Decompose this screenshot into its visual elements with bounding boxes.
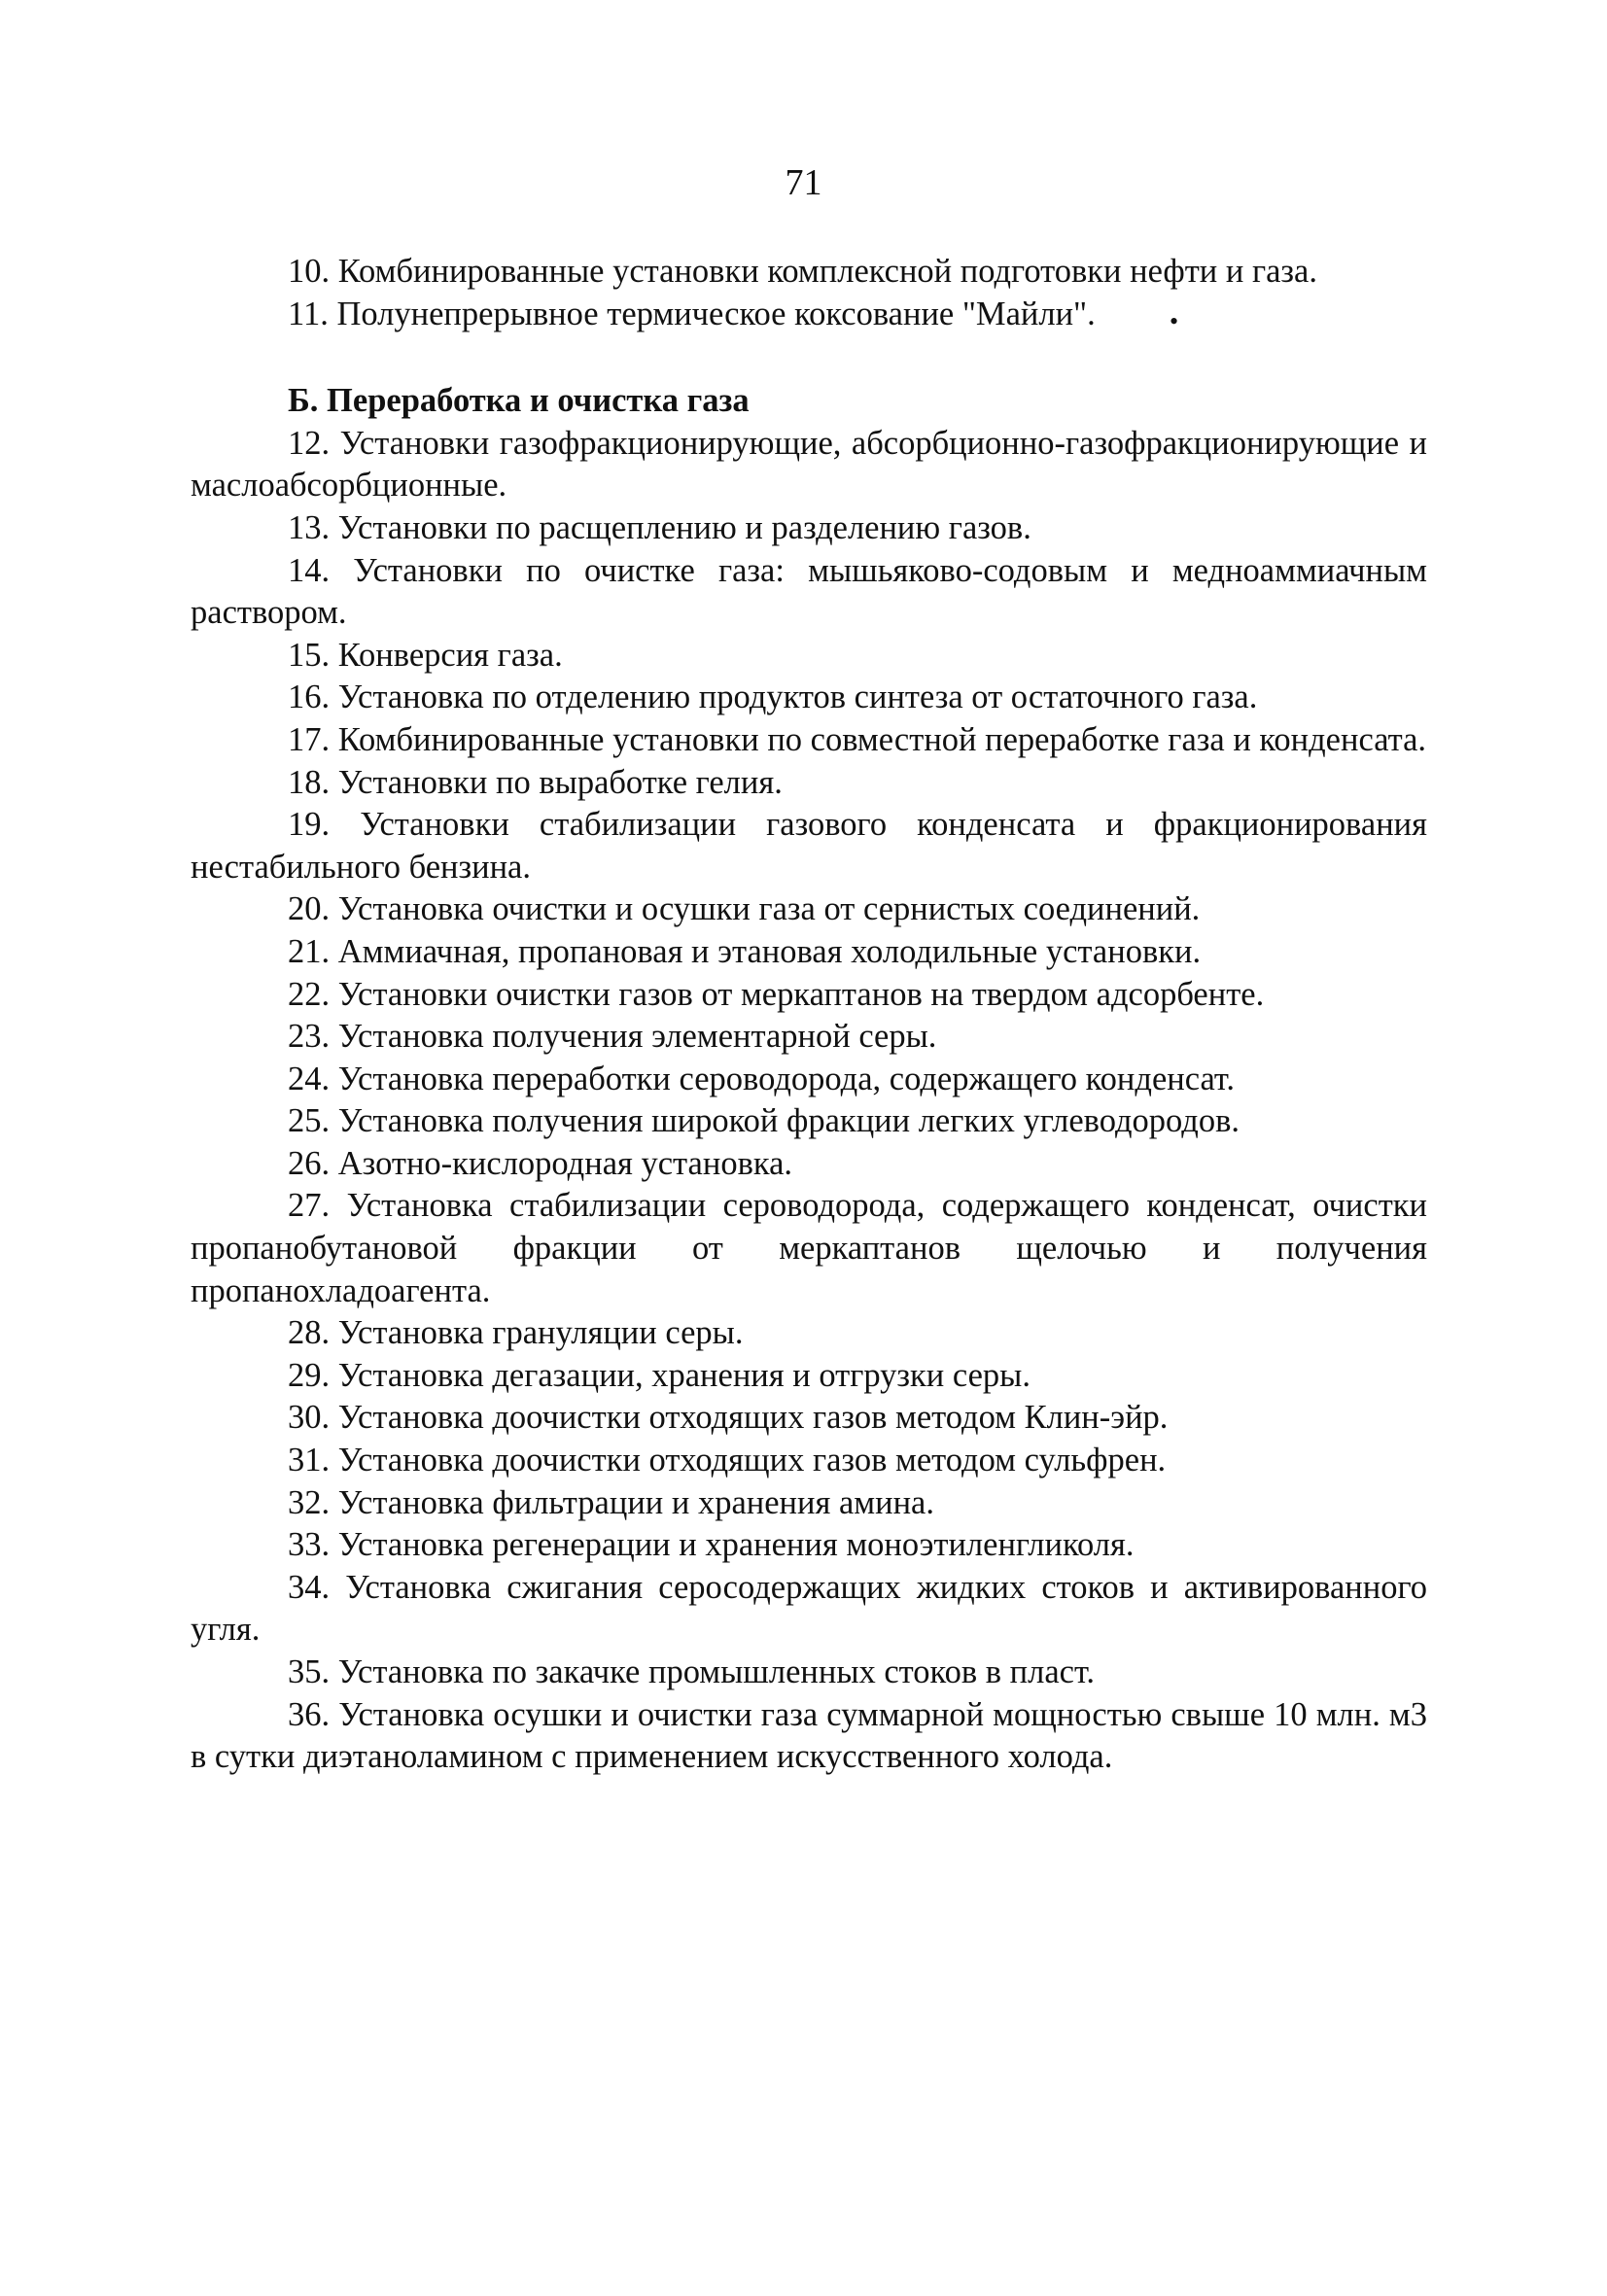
scan-artifact-mark: •: [1170, 307, 1179, 335]
list-item: 11. Полунепрерывное термическое коксование "Майли".: [288, 295, 1096, 332]
section-gap: [191, 335, 1427, 380]
list-item: 27. Установка стабилизации сероводорода, содержащего конденсат, очистки пропанобутановой фракции от меркаптанов щелочью и получения пропанохладоагента.: [191, 1187, 1427, 1309]
list-item: 30. Установка доочистки отходящих газов методом Клин-эйр.: [288, 1399, 1169, 1437]
list-item: 12. Установки газофракционирующие, абсорбционно-газофракционирующие и маслоабсорбционные.: [191, 424, 1427, 504]
list-item: 31. Установка доочистки отходящих газов методом сульфрен.: [288, 1442, 1167, 1479]
list-item: 35. Установка по закачке промышленных стоков в пласт.: [288, 1653, 1096, 1690]
list-item: 29. Установка дегазации, хранения и отгрузки серы.: [288, 1356, 1031, 1394]
list-item: 26. Азотно-кислородная установка.: [288, 1144, 793, 1182]
page-body: [191, 251, 1427, 1779]
list-item: 23. Установка получения элементарной серы.: [288, 1018, 937, 1056]
list-item: 13. Установки по расщеплению и разделению газов.: [288, 508, 1031, 546]
list-item: 19. Установки стабилизации газового конденсата и фракционирования нестабильного бензина.: [191, 806, 1427, 886]
list-item: 10. Комбинированные установки комплексной подготовки нефти и газа.: [288, 253, 1317, 290]
list-item: 24. Установка переработки сероводорода, содержащего конденсат.: [288, 1060, 1235, 1097]
list-item: 36. Установка осушки и очистки газа суммарной мощностью свыше 10 млн. м3 в сутки диэтаноламином с применением искусственного холода.: [191, 1695, 1427, 1776]
list-item: 25. Установка получения широкой фракции легких углеводородов.: [288, 1102, 1240, 1140]
list-item: 32. Установка фильтрации и хранения амина.: [288, 1483, 934, 1521]
item-list: [191, 423, 1427, 1779]
list-item: 22. Установки очистки газов от меркаптанов на твердом адсорбенте.: [288, 975, 1265, 1013]
section-heading: Б. Переработка и очистка газа: [288, 382, 750, 420]
list-item: 18. Установки по выработке гелия.: [288, 763, 783, 801]
list-item: 20. Установка очистки и осушки газа от сернистых соединений.: [288, 890, 1201, 928]
list-item: 17. Комбинированные установки по совместной переработке газа и конденсата.: [288, 720, 1427, 758]
list-item: 16. Установка по отделению продуктов синтеза от остаточного газа.: [288, 678, 1258, 716]
list-item: 34. Установка сжигания серосодержащих жидких стоков и активированного угля.: [191, 1568, 1427, 1649]
list-item: 14. Установки по очистке газа: мышьяково-содовым и медноаммиачным раствором.: [191, 551, 1427, 632]
page-number: 71: [785, 162, 822, 203]
list-item: 28. Установка грануляции серы.: [288, 1314, 744, 1352]
list-item: 21. Аммиачная, пропановая и этановая холодильные установки.: [288, 932, 1202, 970]
list-item: 33. Установка регенерации и хранения моноэтиленгликоля.: [288, 1526, 1135, 1564]
list-item: 15. Конверсия газа.: [288, 636, 563, 674]
